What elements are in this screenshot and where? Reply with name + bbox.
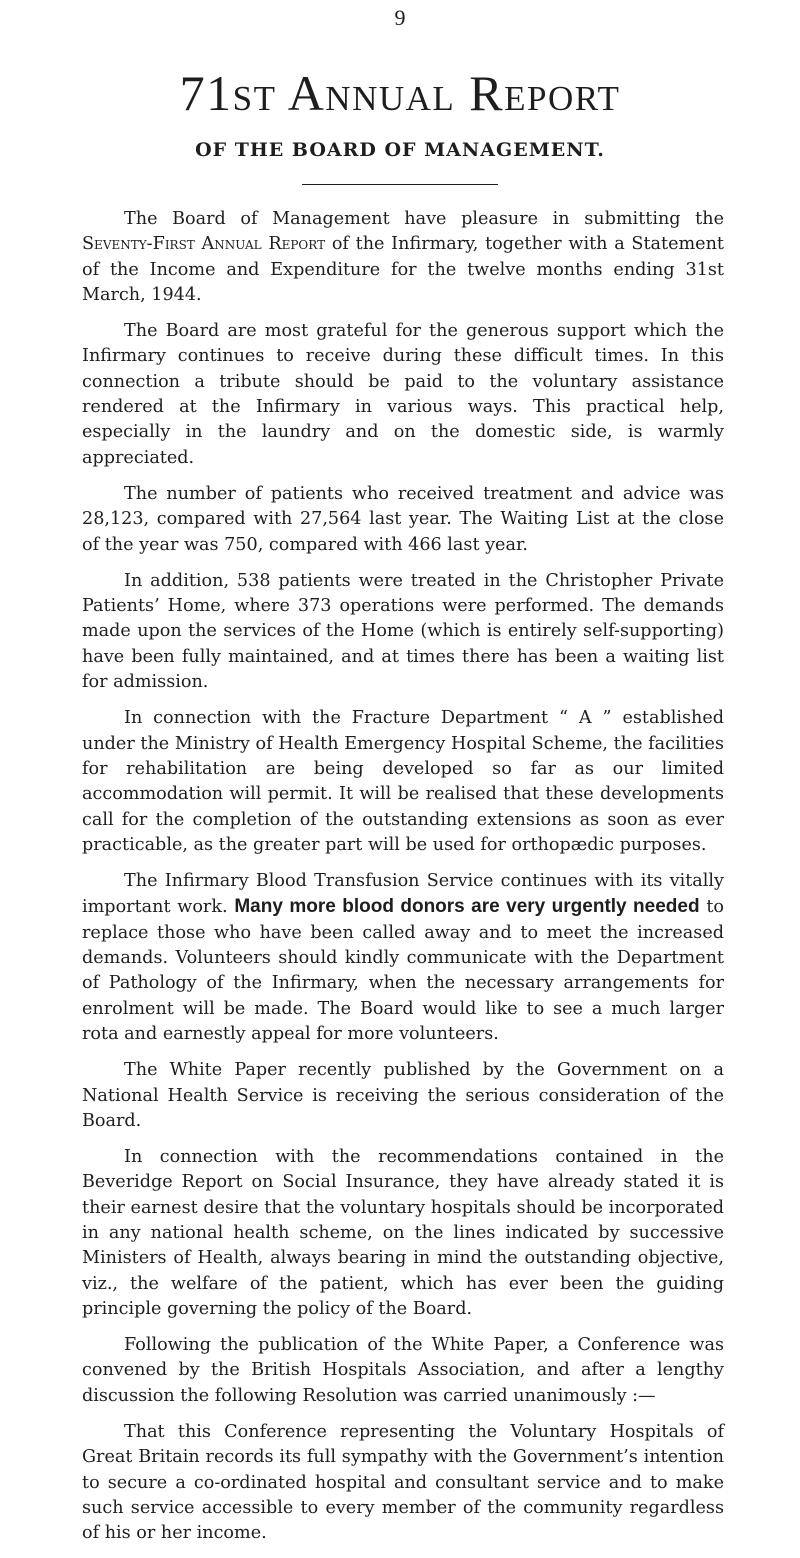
page-number: 9 (394, 5, 406, 30)
report-title: 71st Annual Report (179, 65, 621, 121)
paragraph-6 (82, 869, 724, 1047)
paragraph-1-text-end: of the Infirmary, together with a Statement of the Income and Expenditure for the twelve months ending 31st March, 1944. (82, 234, 724, 305)
paragraph-6-text-end: to replace those who have been called away and to meet the increased demands. Volunteers should kindly communicate with the Department of Pathology of the Infirmary, when the necessary arrangements for enrolment will be made. The Board would like to see a much larger rota and earnestly appeal for more volunteers. (82, 897, 724, 1044)
report-subtitle: OF THE BOARD OF MANAGEMENT. (195, 139, 605, 161)
paragraph-1-text: The Board of Management have pleasure in submitting the (124, 209, 724, 229)
paragraph-3: The number of patients who received treatment and advice was 28,123, compared with 27,564 last year. The Waiting List at the close of the year was 750, compared with 466 last year. (82, 483, 724, 555)
paragraph-1 (82, 207, 724, 308)
paragraph-9: Following the publication of the White Paper, a Conference was convened by the British Hospitals Association, and after a lengthy discussion the following Resolution was carried unanimously :— (82, 1335, 724, 1406)
title-divider (302, 184, 498, 185)
paragraph-5: In connection with the Fracture Department “ A ” established under the Ministry of Health Emergency Hospital Scheme, the facilities for rehabilitation are being developed so far as our limited accommodation will permit. It will be realised that these developments call for the completion of the outstanding extensions as soon as ever practicable, as the greater part will be used for orthopædic purposes. (82, 708, 724, 855)
paragraph-2: The Board are most grateful for the generous support which the Infirmary continues to receive during these difficult times. In this connection a tribute should be paid to the voluntary assistance rendered at the Infirmary in various ways. This practical help, especially in the laundry and on the domestic side, is warmly appreciated. (82, 321, 724, 468)
paragraph-4: In addition, 538 patients were treated in the Christopher Private Patients’ Home, where 373 operations were performed. The demands made upon the services of the Home (which is entirely self-supporting) have been fully maintained, and at times there has been a waiting list for admission. (82, 570, 724, 693)
paragraph-6-text: The Infirmary Blood Transfusion Service continues with its vitally important work. (82, 871, 724, 918)
report-body (82, 207, 724, 1558)
blood-donor-appeal: Many more blood donors are very urgently needed (234, 896, 700, 918)
resolution-text: That this Conference representing the Voluntary Hospitals of Great Britain records its full sympathy with the Government’s intention to secure a co-ordinated hospital and consultant service and to make such service accessible to every member of the community regardless of his or her income. (82, 1422, 724, 1544)
paragraph-8: In connection with the recommendations contained in the Beveridge Report on Social Insurance, they have already stated it is their earnest desire that the voluntary hospitals should be incorporated in any national health scheme, on the lines indicated by successive Ministers of Health, always bearing in mind the outstanding objective, viz., the welfare of the patient, which has ever been the guiding principle governing the policy of the Board. (82, 1147, 724, 1319)
paragraph-7: The White Paper recently published by the Government on a National Health Service is receiving the serious consideration of the Board. (82, 1060, 724, 1131)
report-name-small-caps: Seventy-First Annual Report (82, 234, 326, 255)
